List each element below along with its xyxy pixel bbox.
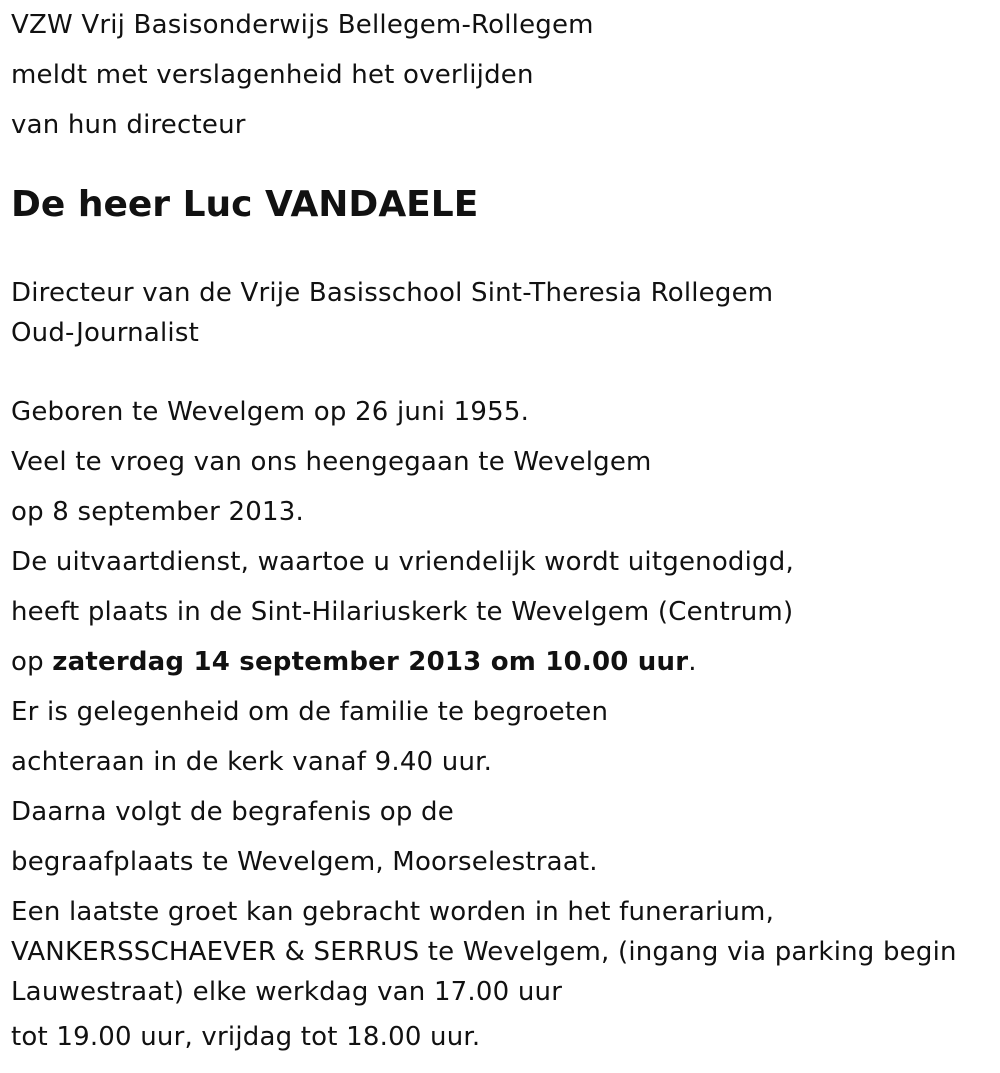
intro-line-announcement: meldt met verslagenheid het overlijden [11, 60, 534, 90]
details-block [11, 387, 957, 1062]
greeting-line-2: achteraan in de kerk vanaf 9.40 uur. [11, 747, 493, 777]
burial-line-1: Daarna volgt de begrafenis op de [11, 797, 454, 827]
deceased-name: De heer Luc VANDAELE [11, 184, 479, 225]
service-line-2: heeft plaats in de Sint-Hilariuskerk te Wevelgem (Centrum) [11, 597, 794, 627]
passing-line-1: Veel te vroeg van ons heengegaan te Wevelgem [11, 447, 652, 477]
burial-line-2: begraafplaats te Wevelgem, Moorselestraat. [11, 847, 598, 877]
intro-block [11, 0, 594, 150]
passing-line-2: op 8 september 2013. [11, 497, 304, 527]
service-date-suffix: . [688, 647, 697, 677]
intro-line-organisation: VZW Vrij Basisonderwijs Bellegem-Rollegem [11, 10, 594, 40]
title-director: Directeur van de Vrije Basisschool Sint-Theresia Rollegem [11, 278, 774, 308]
funerarium-line-3: Lauwestraat) elke werkdag van 17.00 uur [11, 977, 563, 1007]
funerarium-line-2: VANKERSSCHAEVER & SERRUS te Wevelgem, (ingang via parking begin [11, 937, 957, 967]
service-line-1: De uitvaartdienst, waartoe u vriendelijk wordt uitgenodigd, [11, 547, 794, 577]
title-journalist: Oud-Journalist [11, 318, 199, 348]
titles-block [11, 273, 773, 353]
funerarium-line-1: Een laatste groet kan gebracht worden in het funerarium, [11, 897, 775, 927]
service-line-3 [11, 637, 957, 687]
service-date: zaterdag 14 september 2013 om 10.00 uur [52, 647, 689, 677]
funerarium-line-4: tot 19.00 uur, vrijdag tot 18.00 uur. [11, 1022, 481, 1052]
greeting-line-1: Er is gelegenheid om de familie te begroeten [11, 697, 609, 727]
intro-line-role: van hun directeur [11, 110, 246, 140]
birth-line: Geboren te Wevelgem op 26 juni 1955. [11, 397, 530, 427]
service-date-prefix: op [11, 647, 53, 677]
